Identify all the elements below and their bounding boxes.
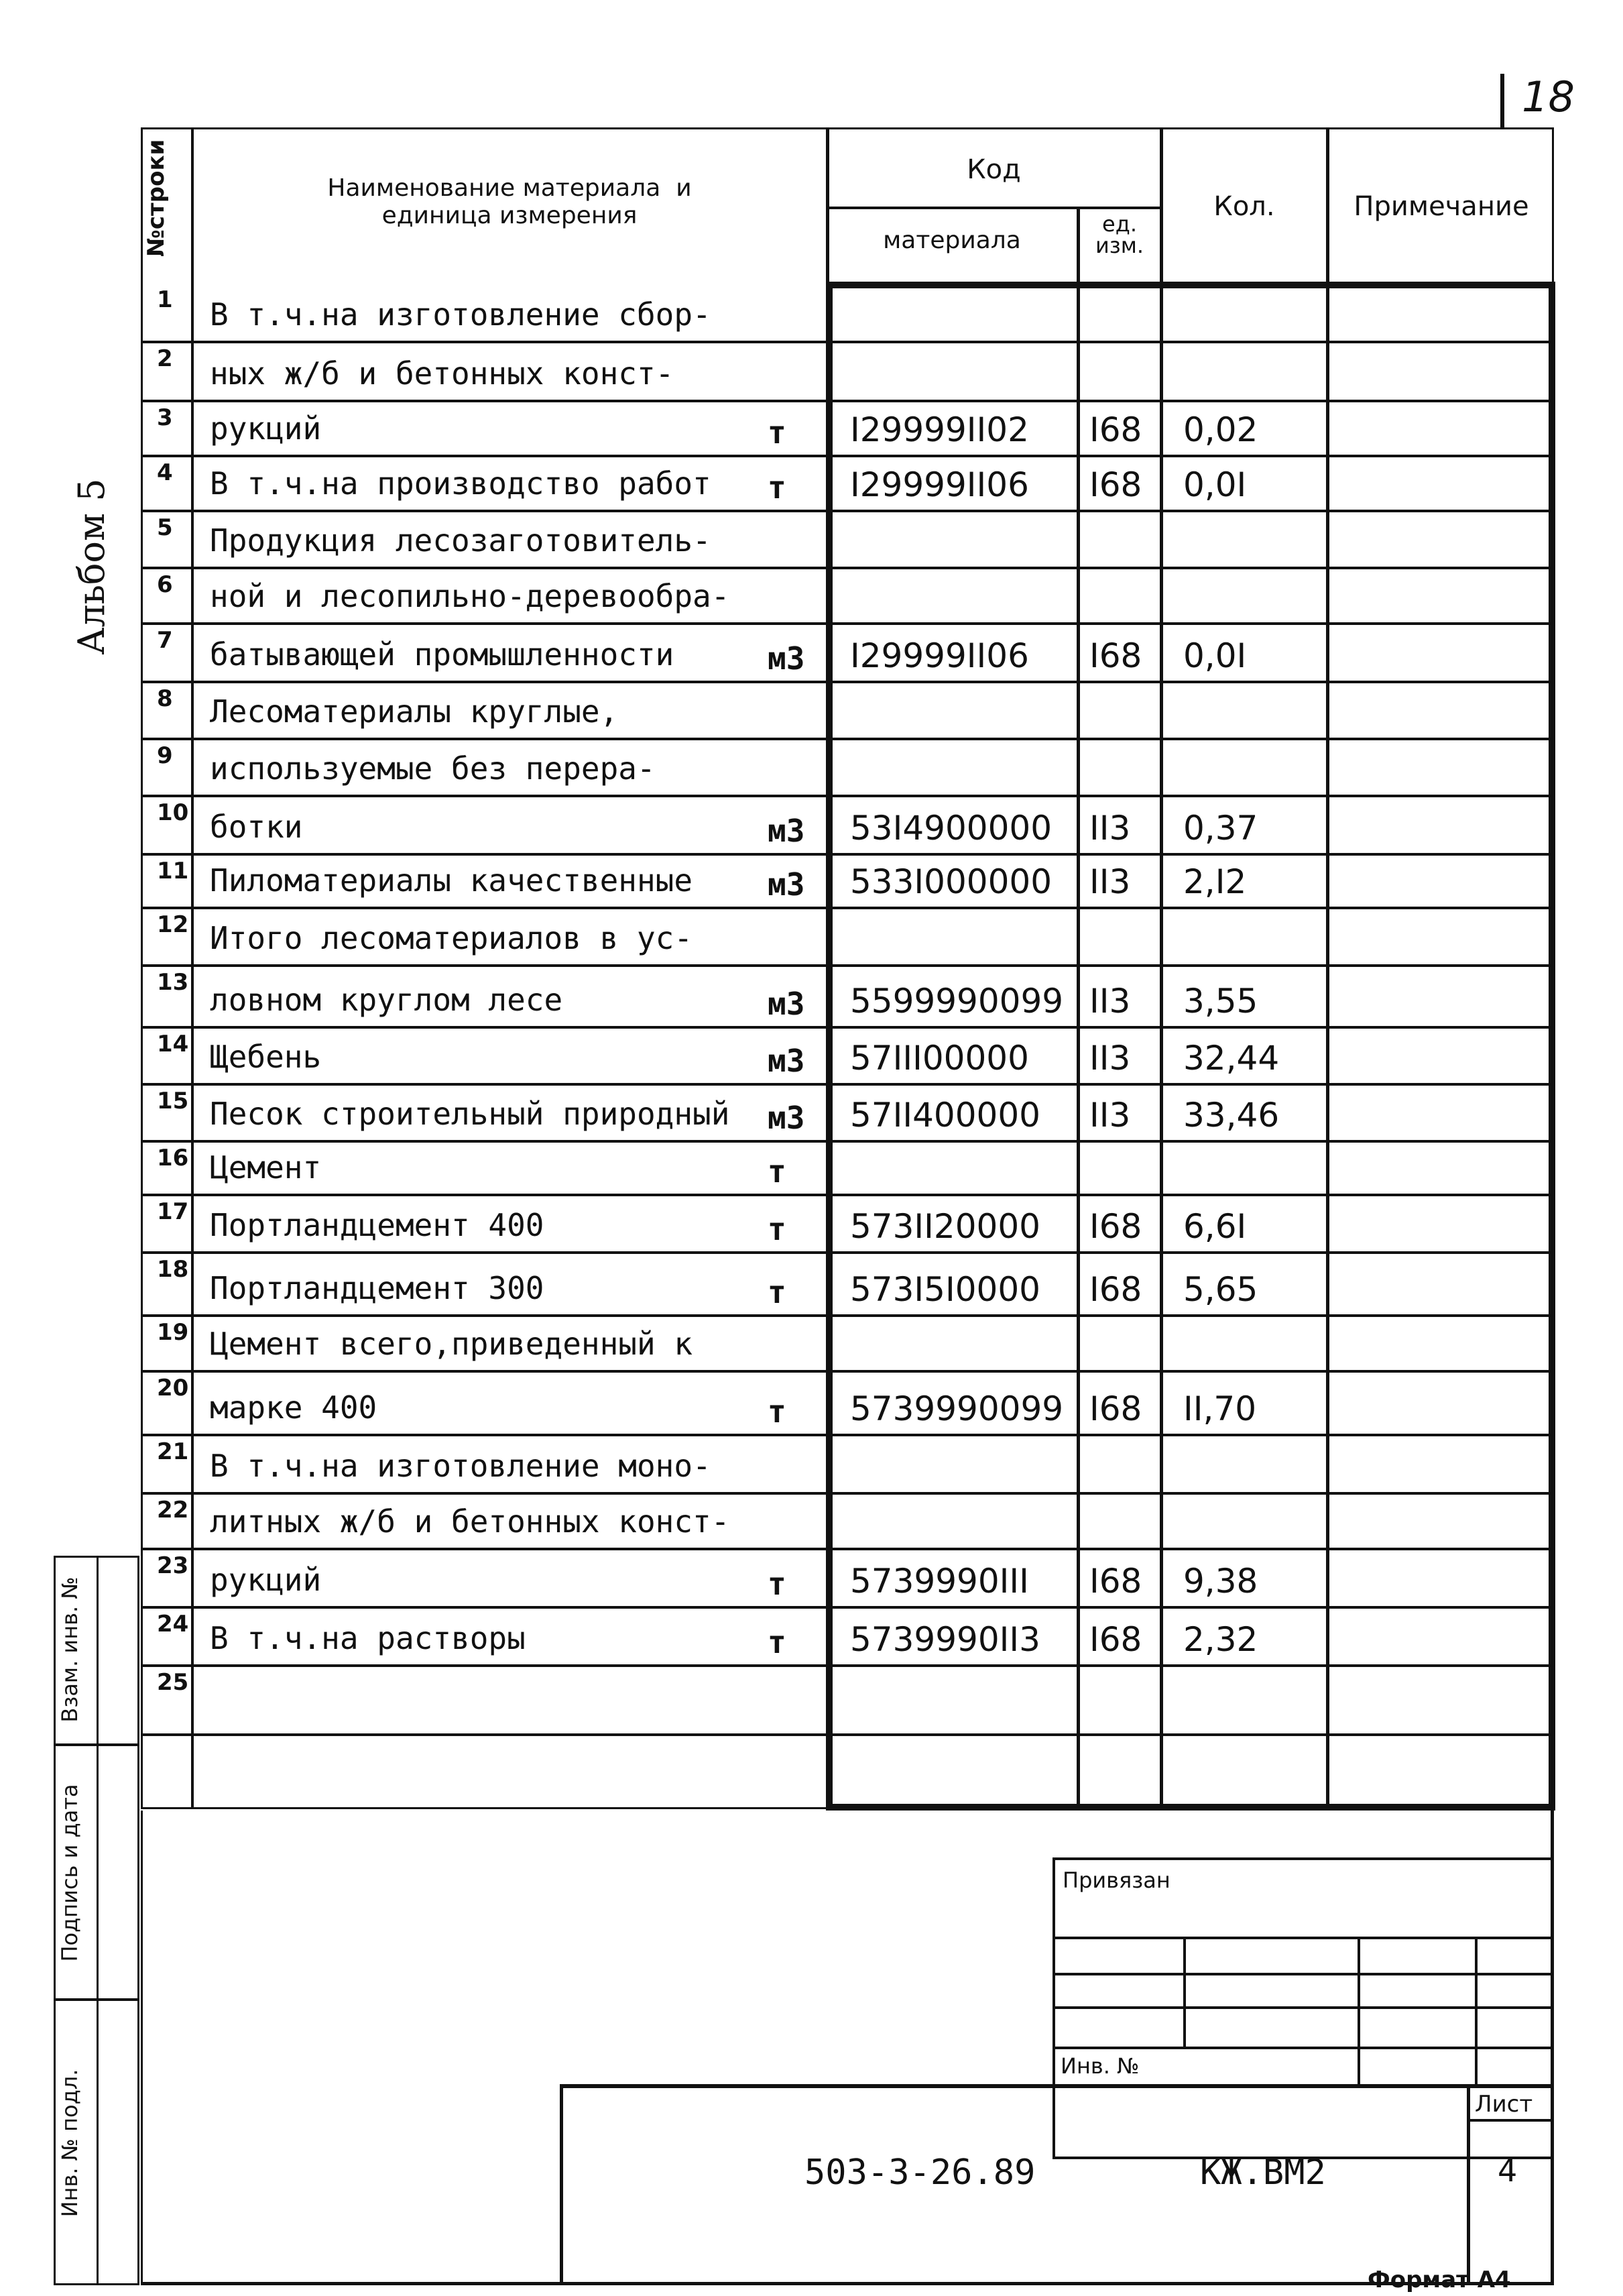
row-separator (141, 853, 1555, 856)
row-separator (141, 907, 1555, 909)
designation-top-line (560, 2084, 1554, 2088)
row-unit-label: т (768, 1393, 786, 1430)
row-name: рукций (210, 410, 322, 447)
header-note: Примечание (1354, 191, 1529, 222)
side-stamp-divider (97, 1556, 99, 2285)
row-name: батывающей промышленности (210, 636, 674, 673)
row-number: 9 (157, 742, 173, 769)
row-number: 7 (157, 627, 173, 654)
row-unit-code: I68 (1089, 1389, 1142, 1428)
row-code: I29999II06 (850, 636, 1029, 675)
row-code: 533I000000 (850, 862, 1053, 901)
row-number: 11 (157, 858, 189, 884)
row-separator (141, 1314, 1555, 1317)
row-separator (141, 1733, 1555, 1736)
row-unit-code: I68 (1089, 1207, 1142, 1246)
row-number: 19 (157, 1319, 189, 1346)
stamp-line-a (1053, 1937, 1554, 1939)
stamp-line-d (1053, 2047, 1554, 2049)
side-podpis: Подпись и дата (57, 1784, 82, 1962)
row-unit-code: I68 (1089, 465, 1142, 504)
row-unit-label: т (768, 1624, 786, 1660)
row-number: 13 (157, 969, 189, 996)
sheet-number: 4 (1498, 2152, 1518, 2189)
stamp-vline-1 (1183, 1937, 1186, 2047)
stamp-line-c (1053, 2006, 1554, 2009)
row-number: 17 (157, 1198, 189, 1225)
col-line-code (826, 127, 829, 282)
sheet-line (1467, 2119, 1554, 2122)
row-unit-label: т (768, 414, 786, 451)
row-code: 573I5I0000 (850, 1270, 1040, 1309)
row-unit-code: I68 (1089, 1270, 1142, 1309)
row-separator (141, 1140, 1555, 1143)
row-number: 8 (157, 685, 173, 712)
side-inv-podl: Инв. № подл. (57, 2069, 82, 2218)
row-separator (141, 681, 1555, 683)
row-qty: 0,0I (1183, 465, 1247, 504)
row-unit-label: т (768, 1274, 786, 1310)
row-separator (141, 1492, 1555, 1495)
row-code: 53I4900000 (850, 809, 1053, 848)
col-line-note (1326, 127, 1329, 1811)
row-unit-label: т (768, 1566, 786, 1602)
row-name: Продукция лесозаготовитель- (210, 522, 711, 559)
row-number: 25 (157, 1669, 189, 1696)
stamp-vline-2 (1358, 1937, 1360, 2084)
header-qty: Кол. (1213, 191, 1275, 222)
side-vzam: Взам. инв. № (57, 1576, 82, 1723)
doc-code: 503-3-26.89 (804, 2152, 1036, 2193)
row-name: Портландцемент 300 (210, 1270, 544, 1306)
row-number: 3 (157, 404, 173, 431)
row-number: 24 (157, 1611, 189, 1638)
row-name: ных ж/б и бетонных конст- (210, 355, 674, 392)
row-unit-label: т (768, 469, 786, 506)
row-qty: II,70 (1183, 1389, 1257, 1428)
row-number: 22 (157, 1497, 189, 1524)
row-separator (141, 1548, 1555, 1550)
row-code: 5739990II3 (850, 1620, 1040, 1659)
row-separator (141, 510, 1555, 512)
sheet-label: Лист (1475, 2091, 1533, 2118)
row-code: 5739990III (850, 1562, 1029, 1601)
row-name: литных ж/б и бетонных конст- (210, 1503, 730, 1540)
row-qty: 33,46 (1183, 1096, 1280, 1135)
row-qty: 6,6I (1183, 1207, 1247, 1246)
col-line-qty (1160, 127, 1163, 1811)
row-qty: 0,02 (1183, 410, 1258, 449)
row-number: 12 (157, 911, 189, 938)
row-separator (141, 1083, 1555, 1086)
row-unit-code: II3 (1089, 1096, 1131, 1135)
row-separator (141, 1194, 1555, 1196)
row-unit-code: I68 (1089, 636, 1142, 675)
row-number: 18 (157, 1256, 189, 1283)
row-separator (141, 400, 1555, 402)
row-unit-code: II3 (1089, 862, 1131, 901)
row-qty: 0,37 (1183, 809, 1258, 848)
row-name: Цемент (210, 1149, 322, 1186)
row-number: 1 (157, 286, 173, 313)
row-name: Пиломатериалы качественные (210, 862, 693, 899)
format-label: Формат А4 (1368, 2266, 1511, 2293)
row-name: В т.ч.на изготовление сбор- (210, 296, 711, 333)
row-name: марке 400 (210, 1389, 377, 1426)
row-unit-label: т (768, 1153, 786, 1190)
row-unit-label: м3 (768, 986, 805, 1022)
row-number: 2 (157, 345, 173, 372)
row-name: Лесоматериалы круглые, (210, 693, 619, 730)
row-unit-code: I68 (1089, 410, 1142, 449)
row-code: I29999II06 (850, 465, 1029, 504)
row-separator (141, 567, 1555, 569)
row-separator (141, 964, 1555, 967)
row-name: Щебень (210, 1039, 322, 1075)
page-number-mark (1500, 74, 1504, 127)
row-unit-code: II3 (1089, 809, 1131, 848)
row-separator (141, 341, 1555, 343)
row-number: 20 (157, 1375, 189, 1401)
row-unit-label: т (768, 1211, 786, 1247)
row-number: 10 (157, 799, 189, 826)
row-qty: 2,32 (1183, 1620, 1258, 1659)
row-name: рукций (210, 1562, 322, 1598)
album-label: Альбом 5 (70, 478, 113, 655)
row-number: 23 (157, 1552, 189, 1579)
row-separator (141, 1370, 1555, 1373)
row-number: 15 (157, 1088, 189, 1114)
row-number: 21 (157, 1438, 189, 1465)
side-line-1 (54, 1743, 139, 1746)
row-unit-label: м3 (768, 1043, 805, 1079)
row-qty: 3,55 (1183, 982, 1258, 1021)
header-name: Наименование материала и единица измерения (327, 174, 692, 230)
row-unit-label: м3 (768, 1100, 805, 1136)
code-subheader-line (826, 207, 1160, 209)
row-name: В т.ч.на изготовление моно- (210, 1448, 711, 1484)
row-separator (141, 1606, 1555, 1609)
row-separator (141, 622, 1555, 625)
row-qty: 5,65 (1183, 1270, 1258, 1309)
title-block (141, 1811, 1555, 2287)
sheet-left-line (1467, 2084, 1470, 2285)
row-name: используемые без перера- (210, 750, 656, 787)
page-number: 18 (1522, 72, 1575, 121)
row-unit-label: м3 (768, 640, 805, 677)
row-code: I29999II02 (850, 410, 1029, 449)
header-unit: ед. изм. (1095, 211, 1144, 258)
privyazan-label: Привязан (1063, 1868, 1170, 1893)
header-row-no: №строки (143, 139, 170, 257)
row-separator (141, 795, 1555, 797)
row-qty: 32,44 (1183, 1039, 1280, 1078)
row-number: 16 (157, 1145, 189, 1171)
row-qty: 9,38 (1183, 1562, 1258, 1601)
row-unit-label: м3 (768, 813, 805, 849)
row-separator (141, 1434, 1555, 1436)
header-code: Код (967, 154, 1021, 185)
row-name: ловном круглом лесе (210, 982, 563, 1018)
row-separator (141, 1664, 1555, 1667)
row-name: В т.ч.на растворы (210, 1620, 526, 1656)
row-unit-code: II3 (1089, 1039, 1131, 1078)
row-qty: 2,I2 (1183, 862, 1247, 901)
stamp-line-b (1053, 1973, 1554, 1975)
designation-left-line (560, 2084, 563, 2285)
row-name: Итого лесоматериалов в ус- (210, 920, 693, 956)
row-separator (141, 1026, 1555, 1029)
row-number: 6 (157, 571, 173, 598)
header-material: материала (883, 227, 1021, 254)
row-name: ной и лесопильно-деревообра- (210, 578, 730, 614)
side-stamp (54, 1556, 141, 2287)
row-unit-code: II3 (1089, 982, 1131, 1021)
col-line-number (191, 127, 194, 1809)
row-separator (141, 455, 1555, 457)
col-line-unit (1077, 208, 1080, 1811)
row-unit-code: I68 (1089, 1620, 1142, 1659)
row-code: 57III00000 (850, 1039, 1029, 1078)
row-number: 14 (157, 1031, 189, 1057)
row-name: В т.ч.на производство работ (210, 465, 711, 502)
row-name: Песок строительный природный (210, 1096, 730, 1132)
row-separator (141, 738, 1555, 740)
row-code: 573II20000 (850, 1207, 1040, 1246)
row-code: 5739990099 (850, 1389, 1064, 1428)
row-qty: 0,0I (1183, 636, 1247, 675)
row-name: Цемент всего,приведенный к (210, 1326, 693, 1362)
materials-table (141, 127, 1555, 1811)
row-unit-code: I68 (1089, 1562, 1142, 1601)
doc-mark: КЖ.ВМ2 (1200, 2152, 1326, 2193)
row-name: Портландцемент 400 (210, 1207, 544, 1243)
row-code: 57II400000 (850, 1096, 1040, 1135)
row-name: ботки (210, 809, 303, 845)
row-code: 5599990099 (850, 982, 1064, 1021)
row-unit-label: м3 (768, 866, 805, 903)
row-number: 5 (157, 514, 173, 541)
row-separator (141, 1251, 1555, 1254)
stamp-vline-3 (1475, 1937, 1478, 2084)
inv-no-label: Инв. № (1061, 2053, 1140, 2079)
row-number: 4 (157, 459, 173, 486)
